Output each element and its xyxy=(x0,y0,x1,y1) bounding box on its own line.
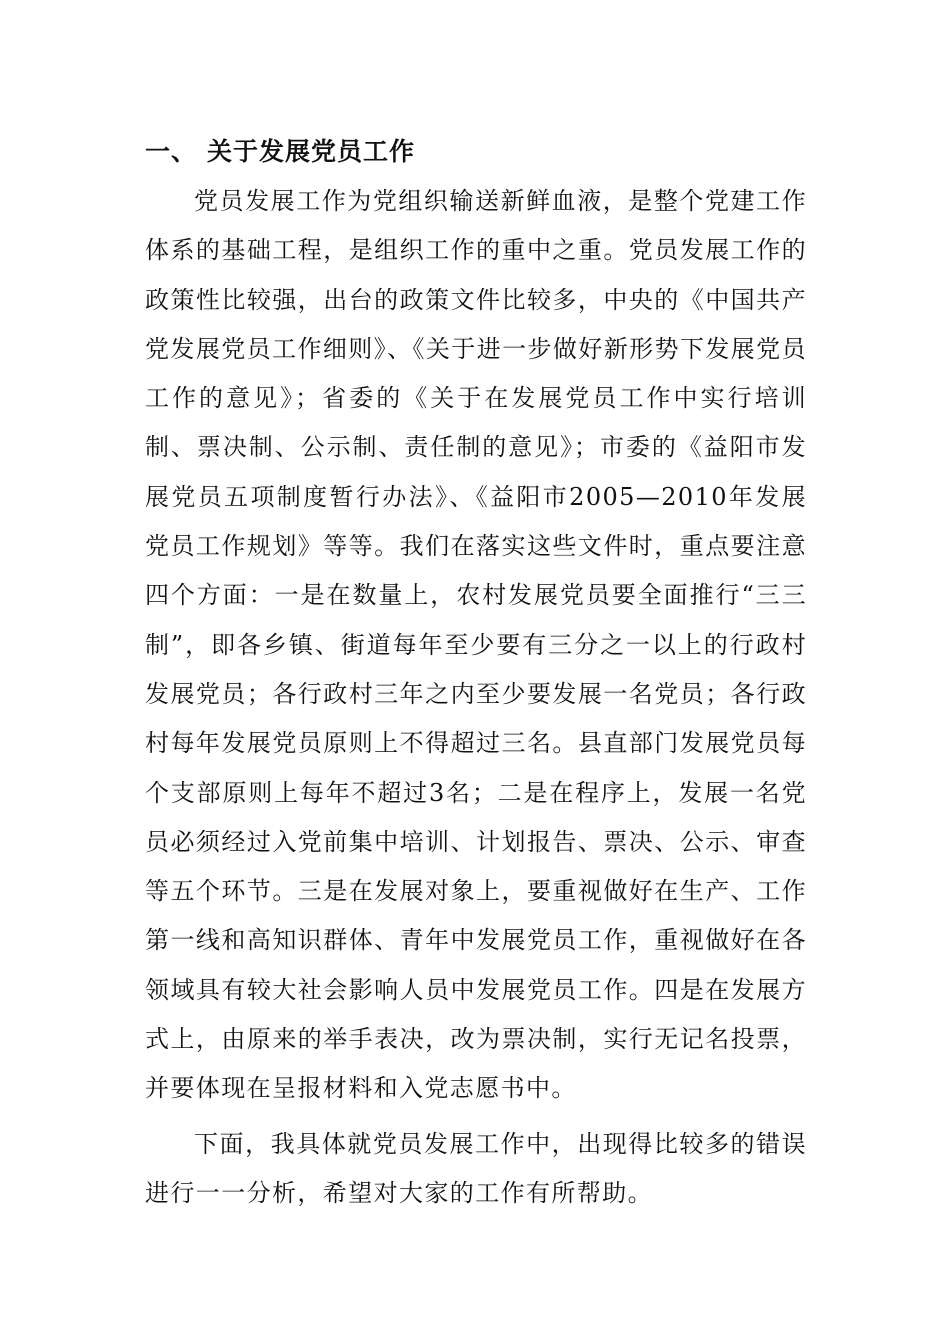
body-paragraph-1: 党员发展工作为党组织输送新鲜血液，是整个党建工作体系的基础工程，是组织工作的重中之重。党员发展工作的政策性比较强，出台的政策文件比较多，中央的《中国共产党发展党员工作细则》、《关于进一步做好新形势下发展党员工作的意见》；省委的《关于在发展党员工作中实行培训制、票决制、公示制、责任制的意见》；市委的《益阳市发展党员五项制度暂行办法》、《益阳市2005—2010年发展党员工作规划》等等。我们在落实这些文件时，重点要注意四个方面：一是在数量上，农村发展党员要全面推行“三三制”，即各乡镇、街道每年至少要有三分之一以上的行政村发展党员；各行政村三年之内至少要发展一名党员；各行政村每年发展党员原则上不得超过三名。县直部门发展党员每个支部原则上每年不超过3名；二是在程序上，发展一名党员必须经过入党前集中培训、计划报告、票决、公示、审查等五个环节。三是在发展对象上，要重视做好在生产、工作第一线和高知识群体、青年中发展党员工作，重视做好在各领域具有较大社会影响人员中发展党员工作。四是在发展方式上，由原来的举手表决，改为票决制，实行无记名投票，并要体现在呈报材料和入党志愿书中。 xyxy=(145,187,807,1103)
body-paragraph-2: 下面，我具体就党员发展工作中，出现得比较多的错误进行一一分析，希望对大家的工作有所帮助。 xyxy=(145,1130,807,1208)
section-heading xyxy=(145,132,415,168)
section-title: 关于发展党员工作 xyxy=(207,137,416,166)
section-number: 一、 xyxy=(145,137,198,166)
